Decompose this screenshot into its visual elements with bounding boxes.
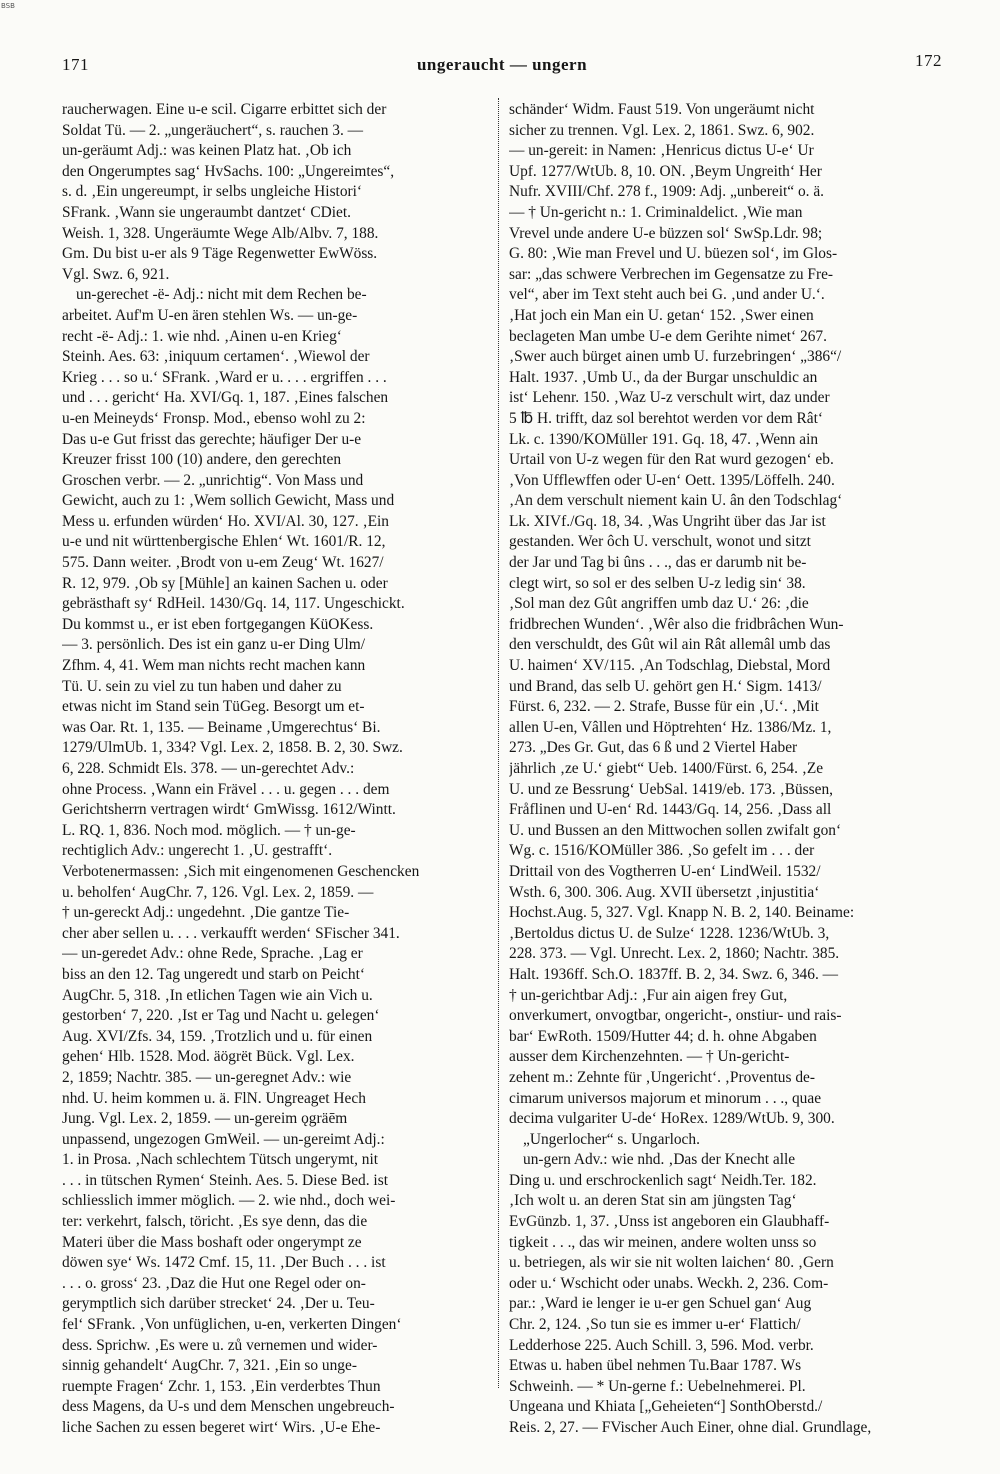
text-line: gestorben‘ 7, 220. ‚Ist er Tag und Nacht u. gelegen‘ [62, 1007, 380, 1025]
text-line: raucherwagen. Eine u-e scil. Cigarre erbittet sich der [62, 101, 387, 118]
text-line: u. beholfen‘ AugChr. 7, 126. Vgl. Lex. 2, 1859. — [62, 883, 374, 901]
text-line: decima vulgariter U-de‘ HoRex. 1289/WtUb. 9, 300. [509, 1110, 835, 1128]
text-line: Tü. U. sein zu viel zu tun haben und daher zu [62, 677, 342, 695]
text-line: „Ungerlocher“ s. Ungarloch. [523, 1130, 700, 1148]
text-line: Drittail von des Vogtherren U-en‘ LindWeil. 1532/ [509, 862, 821, 880]
text-line: u-e und nit württenbergische Ehlen‘ Wt. 1601/R. 12, [62, 533, 386, 551]
text-line: Halt. 1937. ‚Umb U., da der Burgar unschuldic an [509, 368, 818, 386]
text-line: U. und Bussen an den Mittwochen sollen zwifalt gon‘ [509, 821, 842, 839]
text-line: ‚Swer auch bürget ainen umb U. furzebringen‘ „386“/ [509, 348, 842, 366]
text-line: Gm. Du bist u-er als 9 Täge Regenwetter EwWöss. [62, 245, 378, 263]
text-line: gehen‘ Hlb. 1528. Mod. äögrët Bück. Vgl. Lex. [62, 1048, 355, 1066]
text-line: dess Magens, da U-s und dem Menschen ungebreuch- [62, 1398, 395, 1416]
text-line: Etwas u. haben übel nehmen Tu.Baar 1787. Ws [509, 1357, 802, 1375]
text-line: 1. in Prosa. ‚Nach schlechtem Tütsch ungerymt, nit [62, 1151, 379, 1169]
text-line: u-en Meineyds‘ Fronsp. Mod., ebenso wohl zu 2: [62, 409, 366, 427]
text-line: sinnig gehandelt‘ AugChr. 7, 321. ‚Ein so unge- [62, 1357, 357, 1375]
text-line: EvGünzb. 1, 37. ‚Unss ist angeboren ein Glaubhaff- [509, 1213, 830, 1231]
text-line: unpassend, ungezogen GmWeil. — un-gereimt Adj.: [62, 1130, 385, 1148]
text-line: un-gern Adv.: wie nhd. ‚Das der Knecht alle [523, 1151, 796, 1169]
text-line: 575. Dann weiter. ‚Brodt von u-em Zeug‘ Wt. 1627/ [62, 554, 384, 572]
text-line: Jung. Vgl. Lex. 2, 1859. — un-gereim ǫgräēm [62, 1110, 348, 1128]
text-line: Halt. 1936ff. Sch.O. 1837ff. B. 2, 34. Swz. 6, 346. — [509, 965, 839, 983]
text-line: gebrästhaft sy‘ RdHeil. 1430/Gq. 14, 117. Ungeschickt. [62, 595, 405, 613]
text-line: G. 80: ‚Wie man Frevel und U. büezen sol‘, im Glos- [509, 245, 838, 263]
text-line: Gewicht, auch zu 1: ‚Wem sollich Gewicht, Mass und [62, 492, 395, 510]
text-line: — un-geredet Adv.: ohne Rede, Sprache. ‚Lag er [62, 945, 363, 963]
text-line: 273. „Des Gr. Gut, das 6 ß und 2 Viertel Haber [509, 739, 798, 757]
text-line: ruempte Fragen‘ Zchr. 1, 153. ‚Ein verderbtes Thun [62, 1377, 381, 1395]
text-line: ‚Hat joch ein Man ein U. getan‘ 152. ‚Swer einen [509, 306, 814, 324]
text-line: — † Un-gericht n.: 1. Criminaldelict. ‚Wie man [509, 203, 803, 221]
text-line: ohne Process. ‚Wann ein Frävel . . . u. gegen . . . dem [62, 780, 390, 798]
text-line: AugChr. 5, 318. ‚In etlichen Tagen wie ain Vich u. [62, 986, 373, 1004]
text-line: liche Sachen zu essen begeret wirt‘ Wirs. ‚U-e Ehe- [62, 1419, 381, 1436]
text-line: sicher zu trennen. Vgl. Lex. 2, 1861. Swz. 6, 902. [509, 121, 815, 139]
text-line: schliesslich immer möglich. — 2. wie nhd., doch wei- [62, 1192, 396, 1210]
text-line: Urtail von U-z wegen für den Rat wurd gezogen‘ eb. [509, 451, 834, 469]
text-line: Lk. XIVf./Gq. 18, 34. ‚Was Ungriht über das Jar ist [509, 512, 826, 530]
right-column [509, 100, 941, 1439]
left-column [62, 100, 494, 1439]
text-line: u. betriegen, als wir sie nit wolten laichen‘ 80. ‚Gern [509, 1254, 834, 1272]
text-line: ausser dem Kirchenzehnten. — † Un-gericht- [509, 1048, 790, 1066]
text-line: oder u.‘ Wschicht oder unabs. Weckh. 2, 236. Com- [509, 1274, 829, 1292]
text-line: 5 ℔ H. trifft, daz sol berehtot werden vor dem Rât‘ [509, 409, 824, 427]
text-line: sar: „das schwere Verbrechen im Gegensatze zu Fre- [509, 265, 834, 283]
text-line: und Brand, das selb U. gehört gen H.‘ Sigm. 1413/ [509, 677, 822, 695]
text-line: arbeitet. Auf'm U-en ären stehlen Ws. — un-ge- [62, 306, 358, 324]
text-line: † un-gereckt Adj.: ungedehnt. ‚Die gantze Tie- [62, 904, 350, 922]
text-line: un-gerechet -ë- Adj.: nicht mit dem Rechen be- [76, 286, 367, 304]
text-line: — un-gereit: in Namen: ‚Henricus dictus U-e‘ Ur [509, 142, 814, 160]
text-line: den Ongerumptes sag‘ HvSachs. 100: „Ungereimtes“, [62, 162, 395, 180]
text-line: schänder‘ Widm. Faust 519. Von ungeräumt nicht [509, 101, 815, 118]
text-line: U. und ze Bessrung‘ UebSal. 1419/eb. 173. ‚Büssen, [509, 780, 834, 798]
text-line: † un-gerichtbar Adj.: ‚Fur ain aigen frey Gut, [509, 986, 788, 1004]
running-head: ungeraucht — ungern [416, 55, 588, 74]
text-line: Hochst.Aug. 5, 327. Vgl. Knapp N. B. 2, 140. Beiname: [509, 904, 855, 922]
text-line: cimarum universos majorum et minorum . . ., quae [509, 1089, 822, 1107]
text-line: R. 12, 979. ‚Ob sy [Mühle] an kainen Sachen u. oder [62, 574, 388, 592]
text-line: was Oar. Rt. 1, 135. — Beiname ‚Umgerechtus‘ Bi. [62, 718, 381, 736]
text-line: der Jar und Tag bi ûns . . ., das er darumb nit be- [509, 554, 807, 572]
page-number-right: 172 [915, 51, 942, 70]
text-line: fridbrechen Wunden‘. ‚Wêr also die fridbrâchen Wun- [509, 615, 844, 633]
text-line: Fürst. 6, 232. — 2. Strafe, Busse für ein ‚U.‘. ‚Mit [509, 698, 819, 716]
text-line: Das u-e Gut frisst das gerechte; häufiger Der u-e [62, 430, 362, 448]
text-line: Schweinh. — * Un-gerne f.: Uebelnehmerei. Pl. [509, 1377, 806, 1395]
text-line: jährlich ‚ze U.‘ giebt“ Ueb. 1400/Fürst. 6, 254. ‚Ze [509, 760, 824, 777]
text-line: — 3. persönlich. Des ist ein ganz u-er Ding Ulm/ [62, 636, 366, 654]
library-stamp: BSB [1, 2, 15, 10]
text-line: Lk. c. 1390/KOMüller 191. Gq. 18, 47. ‚Wenn ain [509, 430, 819, 448]
text-line: Aug. XVI/Zfs. 34, 159. ‚Trotzlich und u. für einen [62, 1027, 373, 1045]
text-line: Fråflinen und U-en‘ Rd. 1443/Gq. 14, 256. ‚Dass all [509, 801, 832, 819]
text-line: 2, 1859; Nachtr. 385. — un-geregnet Adv.: wie [62, 1068, 352, 1086]
text-line: etwas nicht im Stand sein TüGeg. Besorgt um et- [62, 698, 365, 716]
text-line: Du kommst u., er ist eben fortgegangen KüOKess. [62, 615, 374, 633]
text-line: par.: ‚Ward ie lenger ie u-er gen Schuel gan‘ Aug [509, 1295, 812, 1313]
text-line: ‚Sol man dez Gût angriffen umb daz U.‘ 26: ‚die [509, 595, 809, 613]
page-number-left: 171 [62, 55, 89, 74]
text-line: Soldat Tü. — 2. „ungeräuchert“, s. rauchen 3. — [62, 121, 364, 139]
text-line: Mess u. erfunden würden‘ Ho. XVI/Al. 30, 127. ‚Ein [62, 512, 389, 530]
text-line: rechtiglich Adv.: ungerecht 1. ‚U. gestrafft‘. [62, 842, 333, 860]
text-line: U. haimen‘ XV/115. ‚An Todschlag, Diebstal, Mord [509, 657, 831, 675]
text-line: s. d. ‚Ein ungereumpt, ir selbs ungleiche Histori‘ [62, 183, 363, 201]
text-line: cher aber sellen u. . . . verkaufft werden‘ SFischer 341. [62, 924, 400, 942]
text-line: Reis. 2, 27. — FVischer Auch Einer, ohne dial. Grundlage, [509, 1419, 872, 1436]
text-line: recht -ë- Adj.: 1. wie nhd. ‚Ainen u-en Krieg‘ [62, 327, 342, 345]
text-line: bar‘ EwRoth. 1509/Hutter 44; d. h. ohne Abgaben [509, 1027, 817, 1045]
text-line: allen U-en, Vâllen und Höptrehten‘ Hz. 1386/Mz. 1, [509, 718, 832, 736]
text-line: Krieg . . . so u.‘ SFrank. ‚Ward er u. . . . ergriffen . . . [62, 368, 387, 386]
text-line: clegt wirt, so sol er des selben U-z ledig sin‘ 38. [509, 574, 806, 592]
text-line: ‚Von Ufflewffen oder U-en‘ Oett. 1395/Löffelh. 240. [509, 471, 835, 489]
text-line: Groschen verbr. — 2. „unrichtig“. Von Mass und [62, 471, 364, 489]
text-line: Gerichtsherrn vertragen wirdt‘ GmWissg. 1612/Wintt. [62, 801, 396, 819]
text-line: vel“, aber im Text steht auch bei G. ‚und ander U.‘. [509, 286, 825, 304]
text-line: ‚Ich wolt u. an deren Stat sin am jüngsten Tag‘ [509, 1192, 797, 1210]
text-line: 1279/UlmUb. 1, 334? Vgl. Lex. 2, 1858. B. 2, 30. Swz. [62, 739, 403, 757]
text-line: Weish. 1, 328. Ungeräumte Wege Alb/Albv. 7, 188. [62, 224, 379, 242]
text-line: ‚An dem verschult niement kain U. ân den Todschlag‘ [509, 492, 843, 510]
text-line: ter: verkehrt, falsch, töricht. ‚Es sye denn, das die [62, 1213, 368, 1231]
text-line: döwen sye‘ Ws. 1472 Cmf. 15, 11. ‚Der Buch . . . ist [62, 1254, 386, 1272]
text-line: Kreuzer frisst 100 (10) andere, den gerechten [62, 451, 342, 469]
text-line: Ledderhose 225. Auch Schill. 3, 596. Mod. verbr. [509, 1336, 814, 1354]
text-line: Materi über die Mass boshaft oder ongerympt ze [62, 1233, 362, 1251]
text-line: Chr. 2, 124. ‚So tun sie es immer u-er‘ Flattich/ [509, 1316, 801, 1334]
page-header [62, 51, 942, 81]
text-line: un-geräumt Adj.: was keinen Platz hat. ‚Ob ich [62, 142, 352, 160]
text-line: und . . . gericht‘ Ha. XVI/Gq. 1, 187. ‚Eines falschen [62, 389, 389, 407]
text-line: onverkumert, onvogtbar, ongericht-, onstiur- und rais- [509, 1007, 842, 1025]
text-line: biss an den 12. Tag ungeredt und starb on Peicht‘ [62, 965, 365, 983]
text-line: den verschuldt, des Gût wil ain Rât allemâl umb das [509, 636, 831, 654]
text-line: Wg. c. 1516/KOMüller 386. ‚So gefelt im . . . der [509, 842, 815, 860]
text-line: Verbotenermassen: ‚Sich mit eingenomenen Geschencken [62, 862, 420, 880]
text-line: fel‘ SFrank. ‚Von unfüglichen, u-en, verkerten Dingen‘ [62, 1316, 402, 1334]
text-line: . . . in tütschen Rymen‘ Steinh. Aes. 5. Diese Bed. ist [62, 1171, 388, 1189]
text-line: dess. Sprichw. ‚Es were u. zů vernemen und wider- [62, 1336, 378, 1354]
text-line: zehent m.: Zehnte für ‚Ungericht‘. ‚Proventus de- [509, 1068, 815, 1086]
text-line: 6, 228. Schmidt Els. 378. — un-gerechtet Adv.: [62, 760, 355, 777]
text-line: L. RQ. 1, 836. Noch mod. möglich. — † un-ge- [62, 821, 356, 839]
text-line: beclageten Man umbe U-e dem Gerihte nimet‘ 267. [509, 327, 827, 345]
text-line: Wsth. 6, 300. 306. Aug. XVII übersetzt ‚injustitia‘ [509, 883, 820, 901]
text-line: 228. 373. — Vgl. Unrecht. Lex. 2, 1860; Nachtr. 385. [509, 945, 840, 963]
text-line: Vrevel unde andere U-e büzzen sol‘ SwSp.Ldr. 98; [509, 224, 823, 242]
text-line: ist‘ Lehenr. 150. ‚Waz U-z verschult wirt, daz under [509, 389, 830, 407]
text-line: Nufr. XVIII/Chf. 278 f., 1909: Adj. „unbereit“ o. ä. [509, 183, 825, 201]
text-line: Zfhm. 4, 41. Wem man nichts recht machen kann [62, 657, 366, 675]
text-line: SFrank. ‚Wann sie ungeraumbt dantzet‘ CDiet. [62, 203, 351, 221]
text-line: tigkeit . . ., das wir meinen, andere wolten unss so [509, 1233, 817, 1251]
column-divider [498, 98, 499, 1388]
text-line: nhd. U. heim kommen u. ä. FlN. Ungreaget Hech [62, 1089, 366, 1107]
text-line: . . . o. gross‘ 23. ‚Daz die Hut one Regel oder on- [62, 1274, 366, 1292]
text-line: ‚Bertoldus dictus U. de Sulze‘ 1228. 1236/WtUb. 3, [509, 924, 830, 942]
text-line: Steinh. Aes. 63: ‚iniquum certamen‘. ‚Wiewol der [62, 348, 370, 366]
text-line: gestanden. Wer ôch U. verschult, wonot und sitzt [509, 533, 811, 551]
text-line: Upf. 1277/WtUb. 8, 10. ON. ‚Beym Ungreith‘ Her [509, 162, 822, 180]
text-line: Vgl. Swz. 6, 921. [62, 265, 170, 283]
text-line: Ungeana und Khiata [„Geheieten“] SonthOberstd./ [509, 1398, 823, 1416]
text-line: Ding u. und erschrockenlich sagt‘ Neidh.Ter. 182. [509, 1171, 817, 1189]
text-line: gerymptlich sich darüber strecket‘ 24. ‚Der u. Teu- [62, 1295, 375, 1313]
